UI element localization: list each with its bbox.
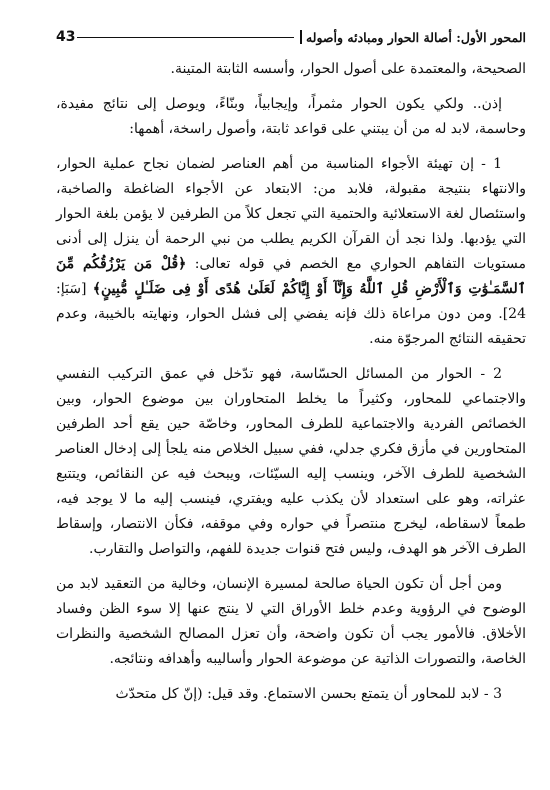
paragraph-point-2: 2 - الحوار من المسائل الحسّاسة، فهو تدّخل في عمق التركيب النفسي والاجتماعي للمحاور، وكثيراً ما يخلط المتحاوران بين موضوع الحوار، وبين الخصائص الفردية والاجتماعية للطرف المحاور، وخاصّة حين يقع أحد الطرفين المتحاورين في مأزق فكري جدلي، ففي سبيل الخلاص منه يلجأ إلى إدخال العناصر الشخصية للطرف الآخر، وينسب إليه السيّئات، ويبحث فيه عن النقائص، ويتتبع عثراته، وهو على استعداد لأن يكذب عليه ويفتري، فينسب إليه ما لا يوجد فيه، طمعاً لاسقاطه، ليخرج منتصراً في حواره وفي موقفه، فكأن الانتصار، وإسقاط الطرف الآخر هو الهدف، وليس فتح قنوات جديدة للفهم، والتواصل والتقارب. bbox=[56, 366, 526, 557]
paragraph-gap bbox=[56, 672, 526, 682]
paragraph-point-3: 3 - لابد للمحاور أن يتمتع بحسن الاستماع. وقد قيل: (إنّ كل متحدّث bbox=[115, 686, 502, 702]
paragraph-intro: إذن.. ولكي يكون الحوار مثمراً، وإيجابياً، وبنّاءً، ويوصل إلى نتائج مفيدة، وحاسمة، لابد له من أن يبتني على قواعد ثابتة، وأصول راسخة، أهمها: bbox=[56, 96, 526, 137]
page-number: 43 bbox=[56, 29, 76, 45]
paragraph-gap bbox=[56, 82, 526, 92]
paragraph-gap bbox=[56, 352, 526, 362]
book-page bbox=[56, 26, 526, 786]
header-rule bbox=[77, 37, 293, 38]
point-1-text-after: [سَبَإ: 24]. ومن دون مراعاة ذلك فإنه يفضي إلى فشل الحوار، ونهايته بالخيبة، وعدم تحقيقه النتائج المرجوّة منه. bbox=[56, 281, 526, 347]
header-title: المحور الأول: أصالة الحوار ومبادئه وأصوله bbox=[305, 29, 526, 45]
paragraph-continuation: الصحيحة، والمعتمدة على أصول الحوار، وأسسه الثابتة المتينة. bbox=[170, 61, 526, 77]
point-1-text-before: 1 - إن تهيئة الأجواء المناسبة من أهم العناصر لضمان نجاح عملية الحوار، والانتهاء بنتيجة مقبولة، فلابد من: الابتعاد عن الأجواء الضاغطة والصاخبة، واستئصال لغة الاستعلائية والحتمية التي تجعل كلاً من الطرفين لا يؤمن بلغة الحوار التي يؤدبها. ولذا نجد أن القرآن الكريم يطلب من نبي الرحمة أن ينزل إلى أدنى مستويات التفاهم الحواري مع الخصم في قوله تعالى: bbox=[56, 156, 526, 272]
header-separator bbox=[300, 30, 302, 44]
paragraph-clarity: ومن أجل أن تكون الحياة صالحة لمسيرة الإنسان، وخالية من التعقيد لابد من الوضوح في الرؤوية وعدم خلط الأوراق التي لا ينتج عنها إلا سوء الظن وفساد الأخلاق. فالأمور يجب أن تكون واضحة، وأن تعزل المصالح الشخصية والنظرات الخاصة، والتصورات الذاتية عن موضوعة الحوار وأساليبه وأهدافه ونتائجه. bbox=[56, 576, 526, 667]
body-text bbox=[56, 57, 526, 707]
paragraph-gap bbox=[56, 562, 526, 572]
paragraph-point-1 bbox=[56, 152, 526, 352]
running-header bbox=[56, 26, 526, 48]
quran-verse: ﴿قُلْ مَن يَرْزُقُكُم مِّنَ ٱلسَّمَـٰوَٰتِ وَٱلْأَرْضِ قُلِ ٱللَّهُ وَإِنَّآ أَوْ إِيَّاكُمْ لَعَلَىٰ هُدًى أَوْ فِى ضَلَـٰلٍ مُّبِينٍ﴾ bbox=[56, 256, 526, 297]
paragraph-gap bbox=[56, 142, 526, 152]
